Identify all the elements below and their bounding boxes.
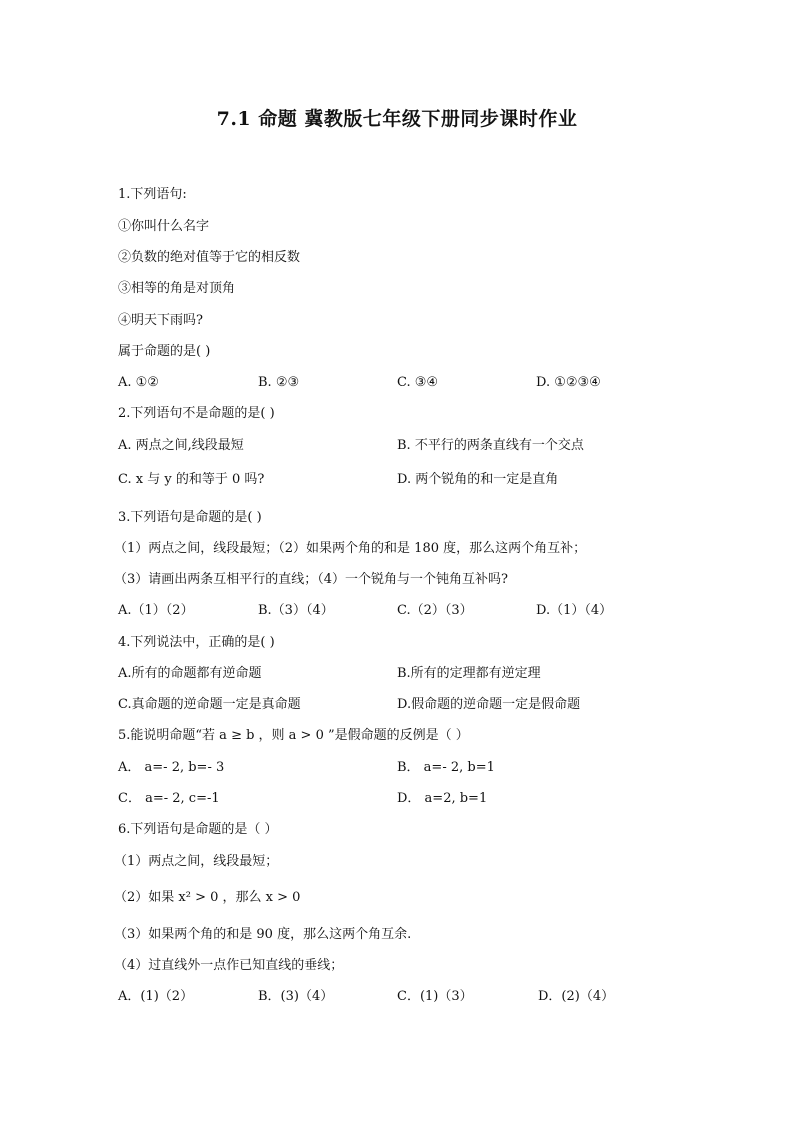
q1-option-d: D. ①②③④ [536, 375, 601, 390]
q3-option-a: A.（1）（2） [118, 603, 194, 618]
q2-option-d: D. 两个锐角的和一定是直角 [397, 472, 559, 487]
q5-option-a: A． a=- 2, b=- 3 [118, 760, 225, 775]
q3-line-1: （1）两点之间，线段最短；（2）如果两个角的和是 180 度，那么这两个角互补； [114, 541, 587, 556]
q3-option-c: C.（2）（3） [397, 603, 473, 618]
page-title: 7.1 命题 冀教版七年级下册同步课时作业 [216, 108, 578, 130]
q6-line-3: （3）如果两个角的和是 90 度，那么这两个角互余. [114, 927, 412, 942]
q2-option-c: C. x 与 y 的和等于 0 吗? [118, 472, 265, 487]
q5-option-d: D． a=2, b=1 [397, 791, 488, 806]
q1-item-3: ③相等的角是对顶角 [118, 281, 236, 296]
q1-stem: 1.下列语句: [118, 187, 187, 202]
q4-stem: 4.下列说法中，正确的是( ) [118, 635, 275, 650]
q4-option-d: D.假命题的逆命题一定是假命题 [397, 697, 581, 712]
q1-option-b: B. ②③ [258, 375, 300, 390]
q6-line-1: （1）两点之间，线段最短； [114, 854, 279, 869]
q4-option-a: A.所有的命题都有逆命题 [118, 666, 262, 681]
q1-item-4: ④明天下雨吗? [118, 313, 203, 328]
q3-line-2: （3）请画出两条互相平行的直线；（4）一个锐角与一个钝角互补吗? [114, 572, 509, 587]
q6-option-d: D．(2)（4） [538, 989, 615, 1004]
q1-option-a: A. ①② [118, 375, 159, 390]
q3-option-b: B.（3）（4） [258, 603, 334, 618]
q2-stem: 2.下列语句不是命题的是( ) [118, 406, 275, 421]
q4-option-b: B.所有的定理都有逆定理 [397, 666, 541, 681]
q5-option-b: B． a=- 2, b=1 [397, 760, 495, 775]
q1-question: 属于命题的是( ) [118, 344, 211, 359]
q6-option-b: B．(3)（4） [258, 989, 334, 1004]
q2-option-a: A. 两点之间,线段最短 [118, 438, 244, 453]
q3-option-d: D.（1）（4） [536, 603, 613, 618]
q1-option-c: C. ③④ [397, 375, 439, 390]
q6-line-2: （2）如果 x² > 0 ，那么 x > 0 [114, 890, 301, 905]
q3-stem: 3.下列语句是命题的是( ) [118, 510, 262, 525]
q1-item-1: ①你叫什么名字 [118, 219, 210, 234]
q2-option-b: B. 不平行的两条直线有一个交点 [397, 438, 584, 453]
q4-option-c: C.真命题的逆命题一定是真命题 [118, 697, 301, 712]
q1-item-2: ②负数的绝对值等于它的相反数 [118, 250, 301, 265]
q6-line-4: （4）过直线外一点作已知直线的垂线； [114, 958, 344, 973]
q6-option-a: A．(1)（2） [118, 989, 194, 1004]
q6-option-c: C．(1)（3） [397, 989, 473, 1004]
q5-option-c: C． a=- 2, c=-1 [118, 791, 220, 806]
q6-stem: 6.下列语句是命题的是（ ） [118, 822, 278, 837]
q5-stem: 5.能说明命题“若 a ≥ b ，则 a > 0 ”是假命题的反例是（ ） [118, 728, 469, 743]
